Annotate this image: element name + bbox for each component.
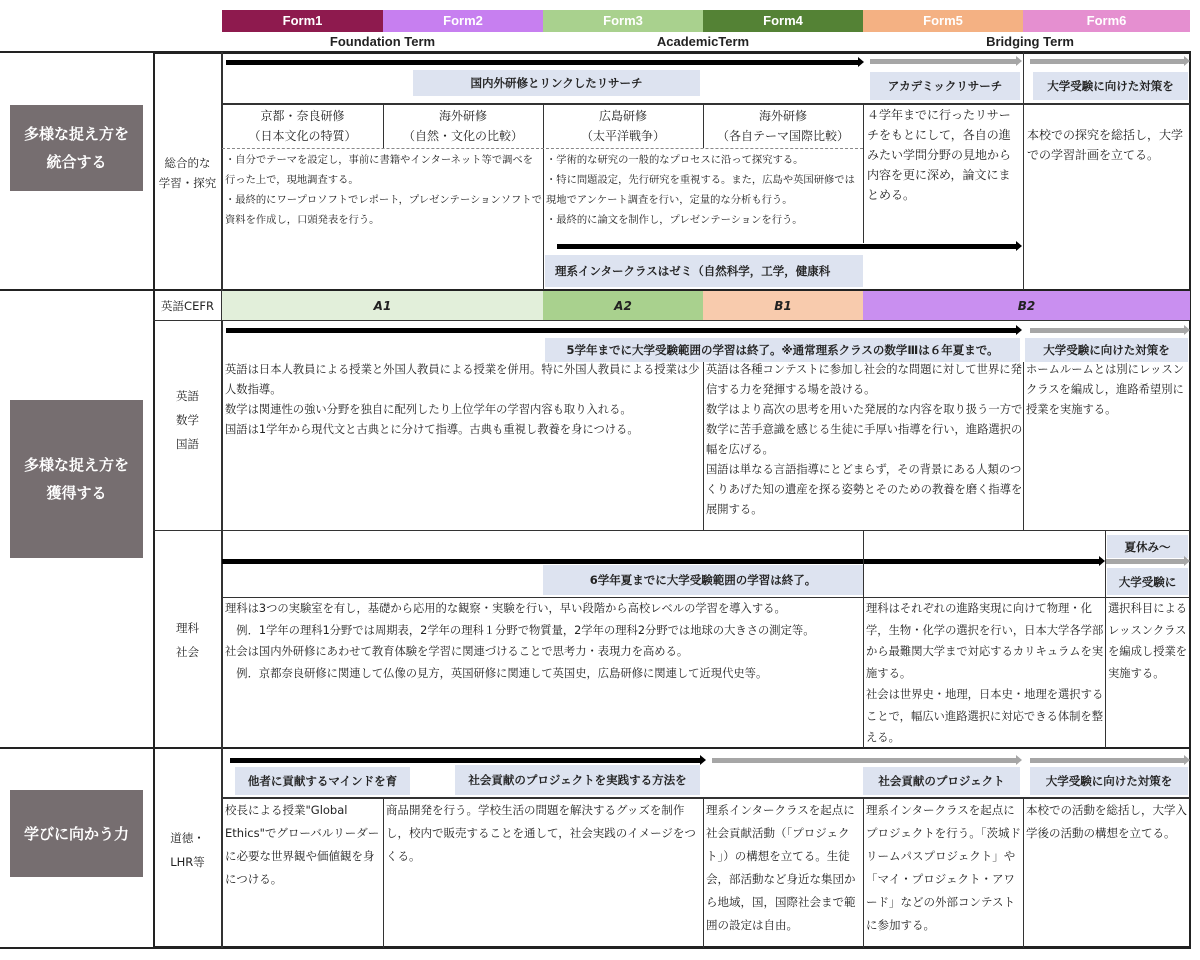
lhr-text-form6: 本校での活動を総括し，大学入学後の活動の構想を立てる。 — [1026, 803, 1187, 840]
label-exam-prep: 大学受験に向けた対策を — [1030, 767, 1188, 795]
section-acquire: 多様な捉え方を 獲得する — [10, 400, 143, 558]
inquiry-text-form5: ４学年までに行ったリサーチをもとにして，各自の進みたい学問分野の見地から内容を更に深め，論文にまとめる。 — [867, 108, 1012, 202]
divider — [1023, 52, 1024, 290]
arrow — [1030, 59, 1184, 64]
cefr-b2: B2 — [863, 291, 1190, 320]
form1-header: Form1 — [222, 10, 383, 32]
label-exam-prep-short: 大学受験に — [1107, 568, 1188, 595]
foundation-term: Foundation Term — [329, 34, 436, 49]
eng-text-foundation: 英語は日本人教員による授業と外国人教員による授業を併用。特に外国人教員による授業は少人数指導。 数学は関連性の強い分野を独自に配列したり上位学年の学習内容も取り入れる。 国語は1学年から現代文と古典とに分けて指導。古典も重視し教養を身につける。 — [225, 363, 700, 436]
sci-text-foundation: 理科は3つの実験室を有し，基礎から応用的な観察・実験を行い，早い段階から高校レベルの学習を導入する。 例．1学年の理科1分野では周期表，2学年の理科１分野で物質量，2学年の理科2分野では地球の大きさの測定等。 社会は国内外研修にあわせて教育体験を学習に関連づけることで思考力・表現力を高める。 例．京都奈良研修に関連して仏像の見方，英国研修に関連して英国史，広島研修に関連して近現代史等。 — [225, 602, 815, 680]
arrow — [222, 559, 1099, 564]
form6-header: Form6 — [1023, 10, 1190, 32]
inquiry-text-form6: 本校での探究を総括し，大学での学習計画を立てる。 — [1027, 128, 1184, 162]
label-eng-exam-done: 5学年までに大学受験範囲の学習は終了。※通常理系クラスの数学Ⅲは６年夏まで。 — [545, 338, 1020, 362]
section-motivation: 学びに向かう力 — [10, 790, 143, 877]
divider — [222, 103, 1190, 105]
lhr-text-form1: 校長による授業"Global Ethics"でグローバルリーダーに必要な世界観や価値観を身につける。 — [225, 803, 380, 886]
bridging-term: Bridging Term — [986, 34, 1074, 49]
divider — [0, 947, 1191, 949]
label-exam-prep: 大学受験に向けた対策を — [1033, 72, 1188, 100]
label-academic-research: アカデミックリサーチ — [870, 72, 1020, 100]
divider — [0, 51, 1191, 53]
label-contribution-mind: 他者に貢献するマインドを育 — [235, 767, 410, 795]
divider — [222, 148, 863, 149]
arrow — [230, 758, 700, 763]
label-science-seminar: 理系インタークラスはゼミ（自然科学，工学，健康科 — [545, 255, 863, 287]
inquiry-text-academic: ・学術的な研究の一般的なプロセスに沿って探究する。 ・特に問題設定，先行研究を重視する。また，広島や英国研修では現地でアンケート調査を行い，定量的な分析も行う。 ・最終的に論文を制作し，プレゼンテーションを行う。 — [546, 154, 855, 226]
arrow — [1030, 328, 1184, 333]
section-integrate: 多様な捉え方を 統合する — [10, 105, 143, 191]
arrow — [1030, 758, 1184, 763]
sub-label-eng-math-jp: 英語 数学 国語 — [176, 389, 199, 451]
cefr-a2: A2 — [543, 291, 703, 320]
trip-overseas-2: 海外研修 （各自テーマ国際比較） — [716, 109, 849, 143]
sub-label-sci-social: 理科 社会 — [176, 621, 199, 659]
arrow — [870, 59, 1016, 64]
sub-label-inquiry: 総合的な 学習・探究 — [158, 156, 217, 190]
divider — [153, 320, 1190, 321]
divider — [153, 530, 1190, 531]
sci-text-bridging: 選択科目によるレッスンクラスを編成し授業を実施する。 — [1108, 602, 1188, 680]
form2-header: Form2 — [383, 10, 543, 32]
form5-header: Form5 — [863, 10, 1023, 32]
trip-hiroshima: 広島研修 （太平洋戦争） — [580, 109, 665, 143]
eng-text-bridging: ホームルームとは別にレッスンクラスを編成し，進路希望別に授業を実施する。 — [1026, 363, 1185, 416]
lhr-text-form2-3: 商品開発を行う。学校生活の問題を解決するグッズを制作し，校内で販売することを通して，社会実践のイメージをつくる。 — [386, 803, 696, 863]
academic-term: AcademicTerm — [656, 34, 750, 49]
lhr-text-form5: 理系インタークラスを起点にプロジェクトを行う。「茨城ドリームパスプロジェクト」や「マイ・プロジェクト・アワード」などの外部コンテストに参加する。 — [866, 803, 1022, 932]
label-project-method: 社会貢献のプロジェクトを実践する方法を — [455, 765, 700, 795]
form3-header: Form3 — [543, 10, 703, 32]
trip-kyoto-nara: 京都・奈良研修 （日本文化の特質） — [248, 109, 357, 143]
arrow — [712, 758, 1016, 763]
sci-text-academic: 理科はそれぞれの進路実現に向けて物理・化学，生物・化学の選択を行い，日本大学各学部から最難関大学まで対応するカリキュラムを実施する。 社会は世界史・地理，日本史・地理を選択することで，幅広い進路選択に対応できる体制を整える。 — [866, 602, 1104, 744]
label-sci-exam-done: 6学年夏までに大学受験範囲の学習は終了。 — [543, 565, 863, 595]
label-research: 国内外研修とリンクしたリサーチ — [413, 70, 700, 96]
arrow — [557, 244, 1016, 249]
eng-text-academic: 英語は各種コンテストに参加し社会的な問題に対して世界に発信する力を発揮する場を設ける。 数学はより高次の思考を用いた発展的な内容を取り扱う一方で数学に苦手意識を感じる生徒に手厚い指導を行い，進路選択の幅を広げる。 国語は単なる言語指導にとどまらず，その背景にある人類のつくりあげた知の遺産を探る姿勢とそのための教養を磨く指導を展開する。 — [706, 363, 1023, 516]
label-summer: 夏休み～ — [1107, 535, 1188, 558]
arrow — [226, 60, 858, 65]
label-exam-prep: 大学受験に向けた対策を — [1025, 338, 1188, 362]
form4-header: Form4 — [703, 10, 863, 32]
cefr-a1: A1 — [222, 291, 543, 320]
lhr-text-form4: 理系インタークラスを起点に社会貢献活動（「プロジェクト」）の構想を立てる。生徒会，部活動など身近な集団から地域，国，国際社会まで範囲の設定は自由。 — [706, 803, 856, 932]
cefr-b1: B1 — [703, 291, 863, 320]
inquiry-text-foundation: ・自分でテーマを設定し，事前に書籍やインターネット等で調べを行った上で，現地調査する。 ・最終的にワープロソフトでレポート，プレゼンテーションソフトで資料を作成し，口頭発表を行う。 — [225, 154, 542, 226]
label-social-project: 社会貢献のプロジェクト — [863, 767, 1020, 795]
cefr-label: 英語CEFR — [161, 298, 214, 313]
arrow — [226, 328, 1016, 333]
sub-label-moral-lhr: 道徳・ LHR等 — [170, 831, 205, 869]
trip-overseas-1: 海外研修 （自然・文化の比較） — [402, 109, 523, 143]
arrow — [1105, 559, 1184, 564]
